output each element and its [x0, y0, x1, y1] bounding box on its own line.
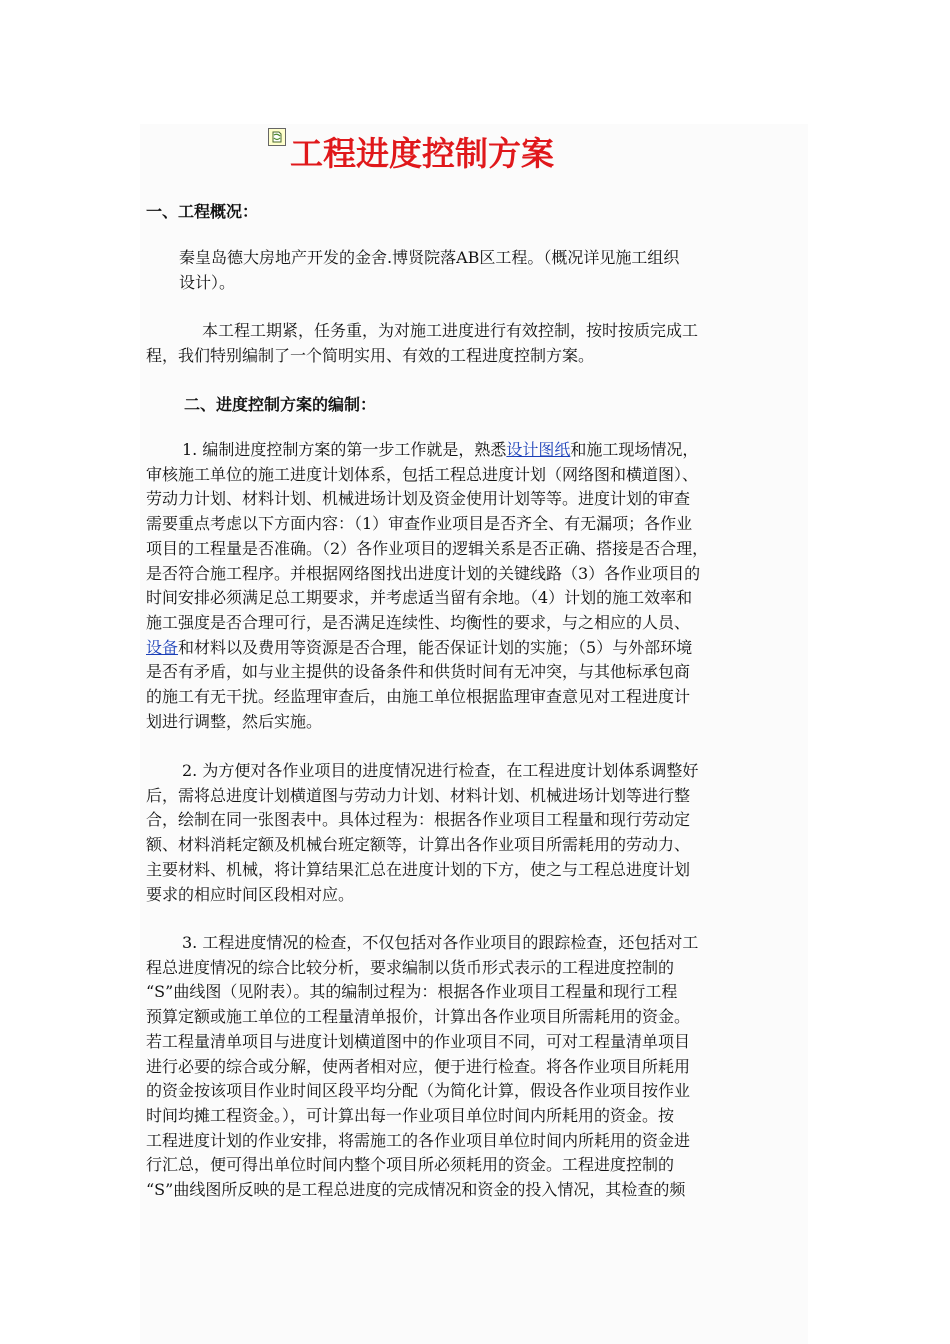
text-line: 划进行调整，然后实施。: [146, 711, 323, 731]
text-line: 需要重点考虑以下方面内容：（1）审查作业项目是否齐全、有无漏项；各作业: [146, 514, 693, 534]
text-segment: 和施工现场情况，: [570, 440, 699, 459]
text-line: 要求的相应时间区段相对应。: [146, 884, 355, 904]
text-line: 本工程工期紧，任务重，为对施工进度进行有效控制，按时按质完成工: [202, 321, 699, 340]
text-line: 程，我们特别编制了一个简明实用、有效的工程进度控制方案。: [146, 345, 595, 365]
text-line: 是否有矛盾，如与业主提供的设备条件和供货时间有无冲突，与其他标承包商: [146, 662, 691, 682]
text-line: 工程进度计划的作业安排，将需施工的各作业项目单位时间内所耗用的资金进: [146, 1130, 691, 1150]
text-line: 2. 为方便对各作业项目的进度情况进行检查，在工程进度计划体系调整好: [182, 761, 699, 780]
plan-paragraph-3: [146, 931, 698, 1203]
text-line: “S”曲线图所反映的是工程总进度的完成情况和资金的投入情况，其检查的频: [146, 1180, 686, 1200]
document-icon: [268, 128, 286, 146]
text-line: 是否符合施工程序。并根据网络图找出进度计划的关键线路（3）各作业项目的: [146, 563, 701, 583]
text-line: [146, 438, 708, 463]
text-line: 程总进度情况的综合比较分析，要求编制以货币形式表示的工程进度控制的: [146, 957, 675, 977]
text-line: 秦皇岛德大房地产开发的金舍.博贤院落AB区工程。（概况详见施工组织: [179, 248, 680, 267]
section-heading-overview: 一、工程概况：: [146, 202, 259, 221]
text-line: 进行必要的综合或分解，使两者相对应，便于进行检查。将各作业项目所耗用: [146, 1056, 691, 1076]
text-line: 设计）。: [179, 272, 236, 292]
text-line: 的资金按该项目作业时间区段平均分配（为简化计算，假设各作业项目按作业: [146, 1081, 691, 1101]
text-line: 合，绘制在同一张图表中。具体过程为：根据各作业项目工程量和现行劳动定: [146, 810, 691, 830]
plan-paragraph-2: [146, 759, 698, 907]
section-heading-plan: 二、进度控制方案的编制：: [184, 395, 377, 414]
equipment-link[interactable]: 设备: [146, 637, 179, 657]
text-segment: 1. 编制进度控制方案的第一步工作就是，熟悉: [182, 440, 507, 459]
plan-paragraph-1: [146, 438, 708, 734]
text-line: 额、材料消耗定额及机械台班定额等，计算出各作业项目所需耗用的劳动力、: [146, 835, 691, 855]
text-segment: 和材料以及费用等资源是否合理，能否保证计划的实施；（5）与外部环境: [178, 637, 693, 657]
text-line: 时间安排必须满足总工期要求，并考虑适当留有余地。（4）计划的施工效率和: [146, 588, 693, 608]
page-title: 工程进度控制方案: [290, 134, 554, 173]
overview-paragraph-1: [179, 246, 679, 295]
text-line: 审核施工单位的施工进度计划体系，包括工程总进度计划（网络图和横道图）、: [146, 464, 699, 484]
text-line: 时间均摊工程资金。），可计算出每一作业项目单位时间内所耗用的资金。按: [146, 1105, 675, 1125]
text-line: 行汇总，便可得出单位时间内整个项目所必须耗用的资金。工程进度控制的: [146, 1155, 675, 1175]
overview-paragraph-2: [146, 319, 698, 368]
text-line: “S”曲线图（见附表）。其的编制过程为：根据各作业项目工程量和现行工程: [146, 982, 678, 1002]
text-line: 的施工有无干扰。经监理审查后，由施工单位根据监理审查意见对工程进度计: [146, 687, 691, 707]
text-line: 3. 工程进度情况的检查，不仅包括对各作业项目的跟踪检查，还包括对工: [182, 933, 699, 952]
text-line: 项目的工程量是否准确。（2）各作业项目的逻辑关系是否正确、搭接是否合理，: [146, 538, 709, 558]
text-line: 若工程量清单项目与进度计划横道图中的作业项目不同，可对工程量清单项目: [146, 1031, 691, 1051]
design-drawings-link[interactable]: 设计图纸: [506, 440, 571, 459]
text-line: 劳动力计划、材料计划、机械进场计划及资金使用计划等等。进度计划的审查: [146, 489, 691, 509]
text-line: 后，需将总进度计划横道图与劳动力计划、材料计划、机械进场计划等进行整: [146, 785, 691, 805]
title-row: [268, 128, 554, 178]
text-line: 施工强度是否合理可行，是否满足连续性、均衡性的要求，与之相应的人员、: [146, 612, 691, 632]
text-line: 预算定额或施工单位的工程量清单报价，计算出各作业项目所需耗用的资金。: [146, 1007, 691, 1027]
text-line: 主要材料、机械，将计算结果汇总在进度计划的下方，使之与工程总进度计划: [146, 859, 691, 879]
text-line: [146, 636, 708, 661]
